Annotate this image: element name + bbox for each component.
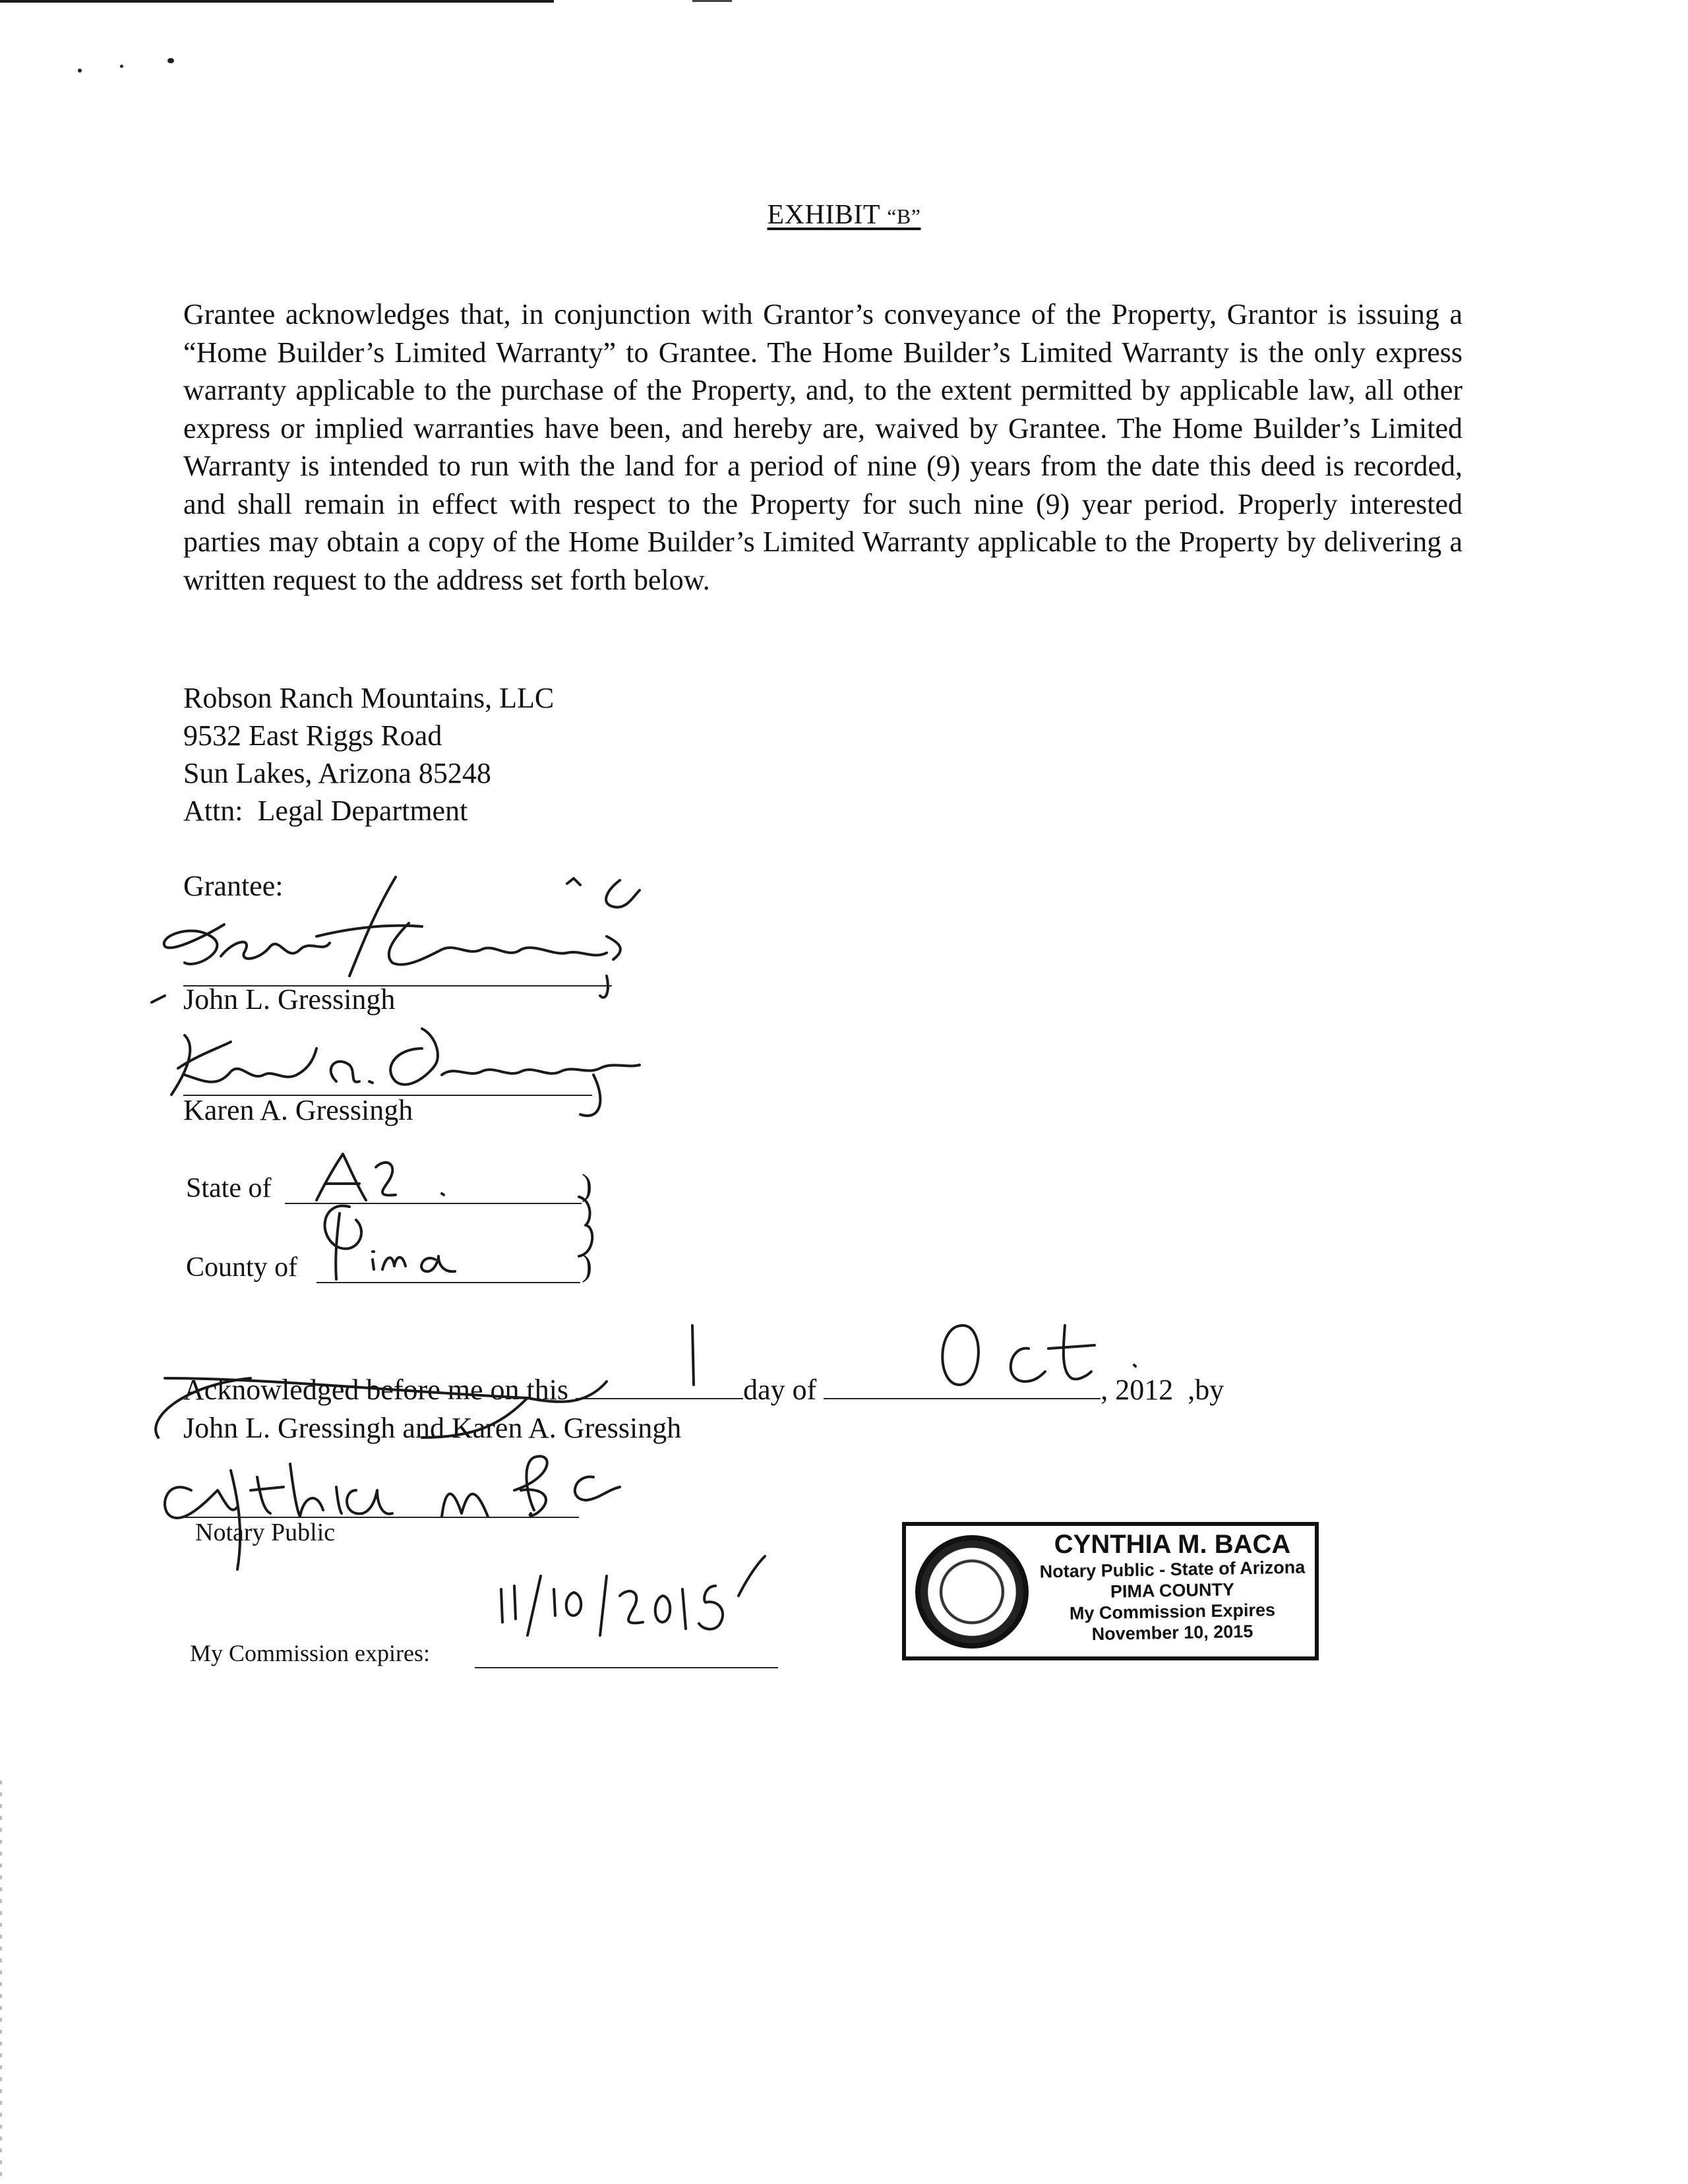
venue-brace	[572, 1194, 605, 1259]
county-handwritten	[310, 1194, 495, 1286]
ack-prefix: Acknowledged before me on this	[183, 1374, 569, 1406]
arizona-seal-icon	[915, 1535, 1029, 1649]
warranty-paragraph: Grantee acknowledges that, in conjunction with Grantor’s conveyance of the Property, Grantor is issuing a “Home Builder’s Limited Warranty” to Grantee. The Home Builder’s Limited Warranty is the only express warranty applicable to the purchase of the Property, and, to the extent permitted by applicable law, all other express or implied warranties have been, and hereby are, waived by Grantee. The Home Builder’s Limited Warranty is intended to run with the land for a period of nine (9) years from the date this deed is recorded, and shall remain in effect with respect to the Property for such nine (9) year period. Properly interested parties may obtain a copy of the Home Builder’s Limited Warranty applicable to the Property by delivering a written request to the address set forth below.	[183, 298, 1462, 596]
county-paren: )	[582, 1248, 592, 1283]
commission-expires-label: My Commission expires:	[190, 1640, 431, 1666]
ack-year: , 2012 ,by	[1100, 1374, 1224, 1406]
scan-edge-mark	[0, 0, 554, 3]
stamp-line2: PIMA COUNTY	[1110, 1579, 1235, 1602]
ack-names: John L. Gressingh and Karen A. Gressingh	[183, 1412, 682, 1444]
address-street: 9532 East Riggs Road	[183, 719, 442, 752]
ack-month-handwritten	[923, 1312, 1160, 1398]
grantee-label: Grantee:	[183, 870, 284, 902]
exhibit-title	[0, 199, 1688, 231]
stamp-line4: November 10, 2015	[1091, 1621, 1253, 1645]
stamp-name: CYNTHIA M. BACA	[1054, 1530, 1291, 1559]
scan-edge-mark	[0, 1780, 2, 2176]
ack-day-label: day of	[743, 1374, 817, 1406]
address-city: Sun Lakes, Arizona 85248	[183, 757, 491, 789]
exhibit-title-letter: “B”	[887, 204, 921, 228]
commission-date-handwritten	[488, 1550, 804, 1668]
notary-stamp	[902, 1522, 1319, 1660]
county-label: County of	[186, 1252, 298, 1283]
scan-edge-mark	[692, 0, 732, 2]
exhibit-title-text: EXHIBIT	[767, 200, 888, 230]
stamp-line1: Notary Public - State of Arizona	[1039, 1557, 1306, 1582]
state-paren: )	[582, 1168, 592, 1203]
address-block	[183, 679, 554, 830]
state-label: State of	[186, 1173, 272, 1203]
stamp-line3: My Commission Expires	[1069, 1600, 1276, 1623]
signer-karen-name: Karen A. Gressingh	[183, 1094, 413, 1126]
signer-john-name: John L. Gressingh	[183, 983, 396, 1016]
address-company: Robson Ranch Mountains, LLC	[183, 682, 555, 714]
stamp-text	[1035, 1530, 1310, 1643]
notary-public-label: Notary Public	[195, 1519, 336, 1546]
address-attn: Attn: Legal Department	[183, 795, 468, 827]
